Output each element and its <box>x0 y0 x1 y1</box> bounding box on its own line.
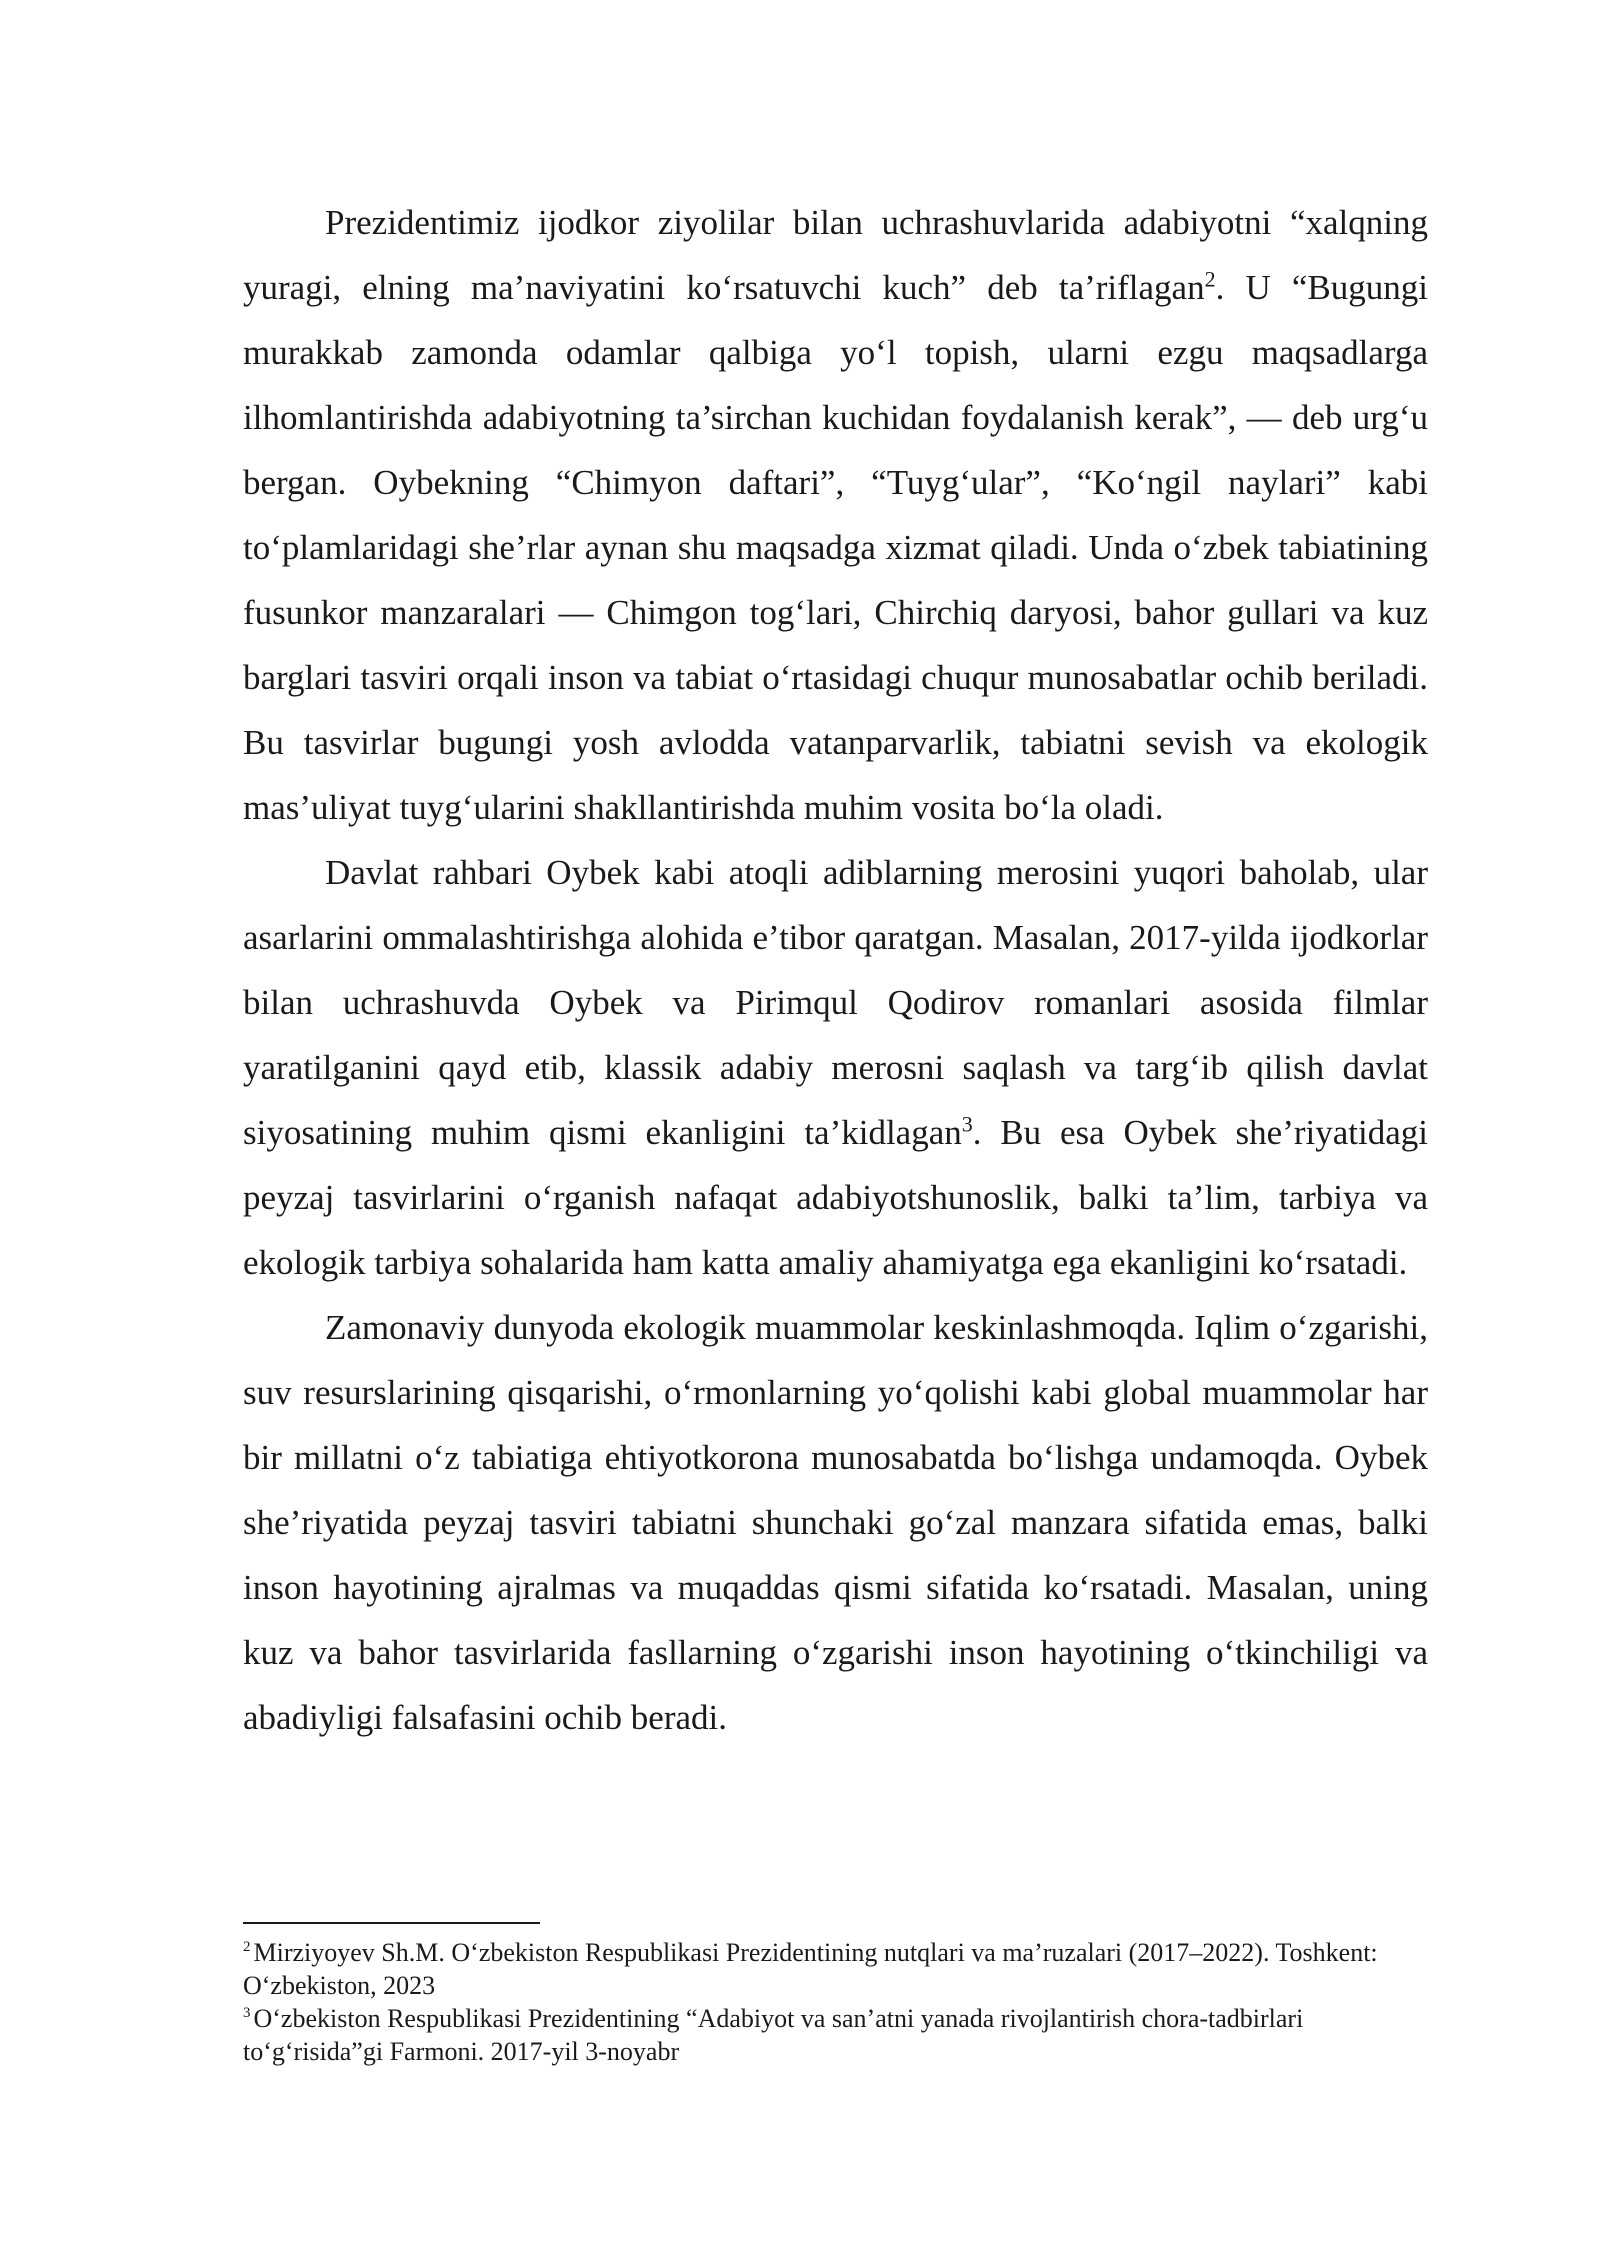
paragraph-3 <box>243 1295 1428 1750</box>
footnote-reference[interactable]: 3 <box>961 1111 973 1137</box>
footnote-text: Mirziyoyev Sh.M. O‘zbekiston Respublikasi Prezidentining nutqlari va ma’ruzalari (2017–2022). Toshkent: O‘zbekiston, 2023 <box>243 1938 1378 2000</box>
paragraph-text: . Bu esa Oybek she’riyatidagi peyzaj tasvirlarini o‘rganish nafaqat adabiyotshunoslik, balki ta’lim, tarbiya va ekologik tarbiya sohalarida ham katta amaliy ahamiyatga ega ekanligini ko‘rsatadi. <box>243 1113 1428 1282</box>
footnote-3 <box>243 2002 1428 2068</box>
paragraph-2 <box>243 840 1428 1295</box>
footnote-number: 3 <box>243 2005 251 2022</box>
main-text <box>243 190 1428 1750</box>
footnote-separator <box>243 1922 540 1924</box>
paragraph-text: Davlat rahbari Oybek kabi atoqli adiblarning merosini yuqori baholab, ular asarlarini ommalashtirishga alohida e’tibor qaratgan. Masalan, 2017-yilda ijodkorlar bilan uchrashuvda Oybek va Pirimqul Qodirov romanlari asosida filmlar yaratilganini qayd etib, klassik adabiy merosni saqlash va targ‘ib qilish davlat siyosatining muhim qismi ekanligini ta’kidlagan <box>243 853 1428 1152</box>
footnote-reference[interactable]: 2 <box>1204 266 1216 292</box>
paragraph-text: . U “Bugungi murakkab zamonda odamlar qalbiga yo‘l topish, ularni ezgu maqsadlarga ilhomlantirishda adabiyotning ta’sirchan kuchidan foydalanish kerak”, — deb urg‘u bergan. Oybekning “Chimyon daftari”, “Tuyg‘ular”, “Ko‘ngil naylari” kabi to‘plamlaridagi she’rlar aynan shu maqsadga xizmat qiladi. Unda o‘zbek tabiatining fusunkor manzaralari — Chimgon tog‘lari, Chirchiq daryosi, bahor gullari va kuz barglari tasviri orqali inson va tabiat o‘rtasidagi chuqur munosabatlar ochib beriladi. Bu tasvirlar bugungi yosh avlodda vatanparvarlik, tabiatni sevish va ekologik mas’uliyat tuyg‘ularini shakllantirishda muhim vosita bo‘la oladi. <box>243 268 1428 827</box>
footnote-text: O‘zbekiston Respublikasi Prezidentining “Adabiyot va san’atni yanada rivojlantirish chora-tadbirlari to‘g‘risida”gi Farmoni. 2017-yil 3-noyabr <box>243 2004 1304 2066</box>
footnote-number: 2 <box>243 1939 251 1956</box>
footnote-2 <box>243 1936 1428 2002</box>
paragraph-1 <box>243 190 1428 840</box>
footnotes <box>243 1922 1428 2068</box>
paragraph-text: Prezidentimiz ijodkor ziyolilar bilan uchrashuvlarida adabiyotni “xalqning yuragi, elning ma’naviyatini ko‘rsatuvchi kuch” deb ta’riflagan <box>243 203 1428 307</box>
paragraph-text: Zamonaviy dunyoda ekologik muammolar keskinlashmoqda. Iqlim o‘zgarishi, suv resurslarining qisqarishi, o‘rmonlarning yo‘qolishi kabi global muammolar har bir millatni o‘z tabiatiga ehtiyotkorona munosabatda bo‘lishga undamoqda. Oybek she’riyatida peyzaj tasviri tabiatni shunchaki go‘zal manzara sifatida emas, balki inson hayotining ajralmas va muqaddas qismi sifatida ko‘rsatadi. Masalan, uning kuz va bahor tasvirlarida fasllarning o‘zgarishi inson hayotining o‘tkinchiligi va abadiyligi falsafasini ochib beradi. <box>243 1308 1428 1737</box>
